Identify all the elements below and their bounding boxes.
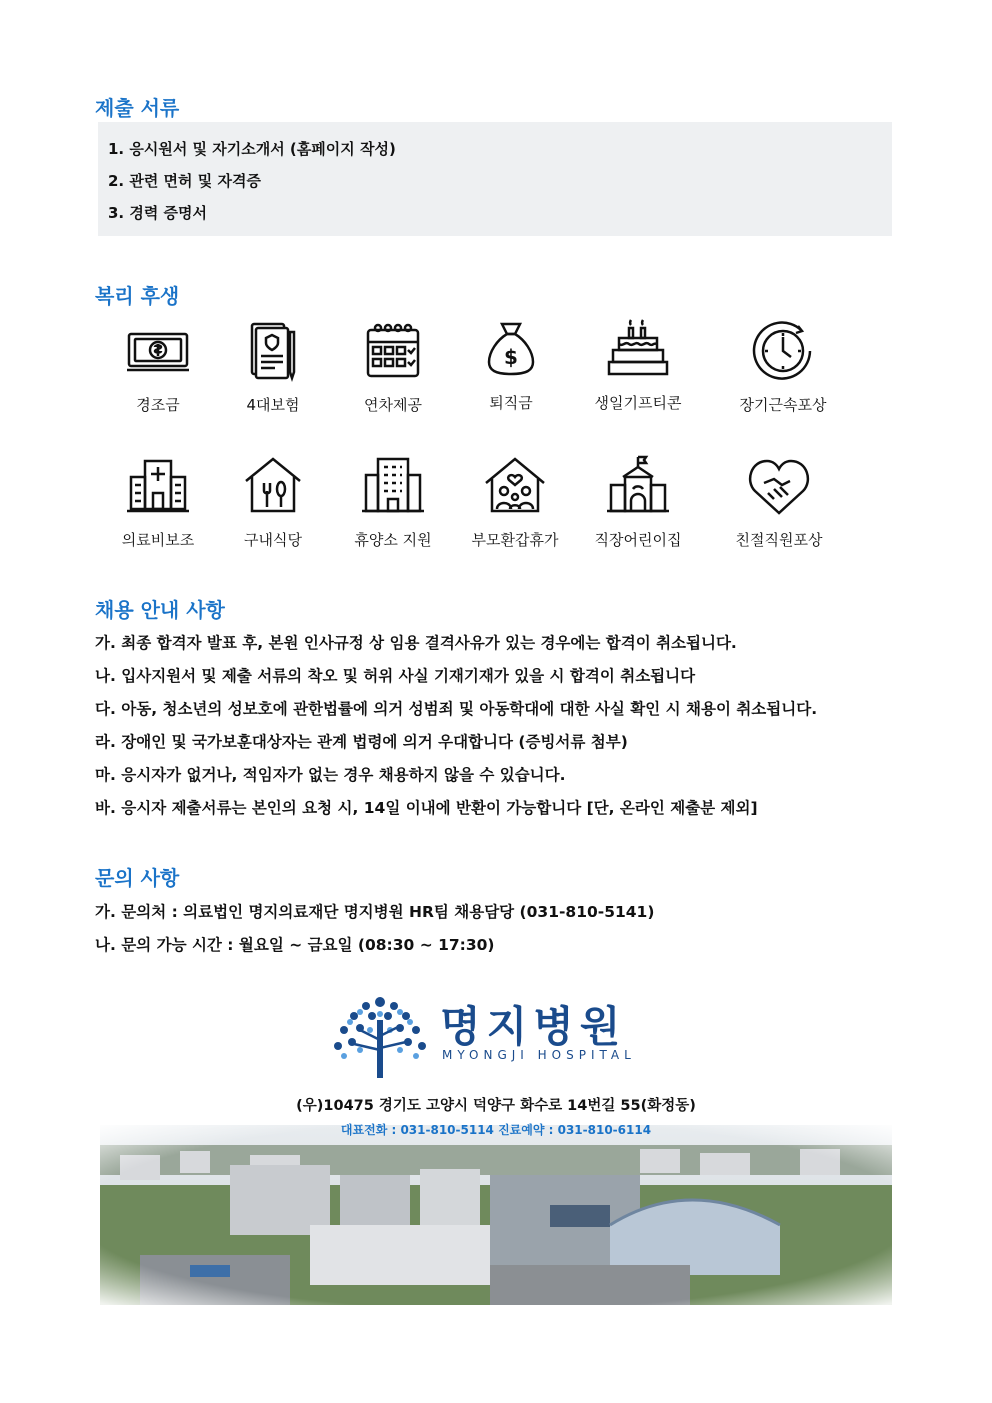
birthday-cake-icon <box>603 316 673 382</box>
benefit-label: 장기근속포상 <box>739 396 827 414</box>
guide-item: 라. 장애인 및 국가보훈대상자는 관계 법령에 의거 우대합니다 (증빙서류 첨부) <box>95 733 628 751</box>
benefits-title: 복리 후생 <box>95 284 180 308</box>
document-pen-icon <box>238 318 308 384</box>
building-icon <box>358 453 428 519</box>
benefit-label: 경조금 <box>136 396 180 414</box>
benefit-label: 의료비보조 <box>121 531 195 549</box>
benefit-item <box>328 318 458 415</box>
school-icon <box>603 453 673 519</box>
benefit-label: 퇴직금 <box>489 394 533 412</box>
benefit-item <box>208 318 338 415</box>
benefit-item <box>93 318 223 415</box>
benefit-label: 휴양소 지원 <box>354 531 432 549</box>
cash-icon <box>123 318 193 384</box>
document-item: 1. 응시원서 및 자기소개서 (홈페이지 작성) <box>108 140 396 158</box>
calendar-icon <box>358 318 428 384</box>
family-home-icon <box>480 453 550 519</box>
benefit-item <box>328 453 458 550</box>
inquiry-item: 가. 문의처 : 의료법인 명지의료재단 명지병원 HR팀 채용담당 (031-810-5141) <box>95 903 655 921</box>
benefit-label: 생일기프티콘 <box>594 394 682 412</box>
logo-subtitle: MYONGJI HOSPITAL <box>442 1048 636 1062</box>
benefit-item <box>93 453 223 550</box>
benefit-item <box>573 316 703 413</box>
benefit-label: 연차제공 <box>364 396 422 414</box>
benefit-label: 구내식당 <box>244 531 302 549</box>
handshake-heart-icon <box>744 453 814 519</box>
guide-item: 나. 입사지원서 및 제출 서류의 착오 및 허위 사실 기재기재가 있을 시 합격이 취소됩니다 <box>95 667 696 685</box>
benefit-label: 4대보험 <box>246 396 300 414</box>
benefit-label: 직장어린이집 <box>594 531 682 549</box>
hospital-phones: 대표전화 : 031-810-5114 진료예약 : 031-810-6114 <box>340 1123 652 1137</box>
guide-item: 가. 최종 합격자 발표 후, 본원 인사규정 상 임용 결격사유가 있는 경우에는 합격이 취소됩니다. <box>95 634 737 652</box>
benefit-label: 친절직원포상 <box>735 531 823 549</box>
inquiry-title: 문의 사항 <box>95 866 180 890</box>
inquiry-item: 나. 문의 가능 시간 : 월요일 ~ 금요일 (08:30 ~ 17:30) <box>95 936 495 954</box>
hospital-address: (우)10475 경기도 고양시 덕양구 화수로 14번길 55(화정동) <box>296 1098 696 1114</box>
document-item: 3. 경력 증명서 <box>108 204 208 222</box>
benefit-item <box>573 453 703 550</box>
hospital-logo <box>330 990 670 1082</box>
guide-item: 마. 응시자가 없거나, 적임자가 없는 경우 채용하지 않을 수 있습니다. <box>95 766 566 784</box>
logo-name: 명지병원 <box>440 1002 627 1051</box>
money-bag-icon <box>476 316 546 382</box>
benefit-label: 부모환갑휴가 <box>471 531 559 549</box>
guide-title: 채용 안내 사항 <box>95 598 225 622</box>
tree-logo-icon <box>330 990 430 1082</box>
hospital-icon <box>123 453 193 519</box>
svg-text:$: $ <box>504 345 518 369</box>
document-item: 2. 관련 면허 및 자격증 <box>108 172 261 190</box>
guide-item: 바. 응시자 제출서류는 본인의 요청 시, 14일 이내에 반환이 가능합니다 [단, 온라인 제출분 제외] <box>95 799 758 817</box>
benefit-item <box>450 453 580 550</box>
guide-item: 다. 아동, 청소년의 성보호에 관한법률에 의거 성범죄 및 아동학대에 대한 사실 확인 시 채용이 취소됩니다. <box>95 700 818 718</box>
benefit-item <box>446 316 576 413</box>
benefit-item <box>718 318 848 415</box>
hospital-photo <box>100 1125 892 1305</box>
documents-box <box>98 122 892 236</box>
documents-title: 제출 서류 <box>95 96 180 120</box>
restaurant-icon <box>238 453 308 519</box>
benefit-item <box>208 453 338 550</box>
clock-icon <box>748 318 818 384</box>
benefit-item <box>714 453 844 550</box>
